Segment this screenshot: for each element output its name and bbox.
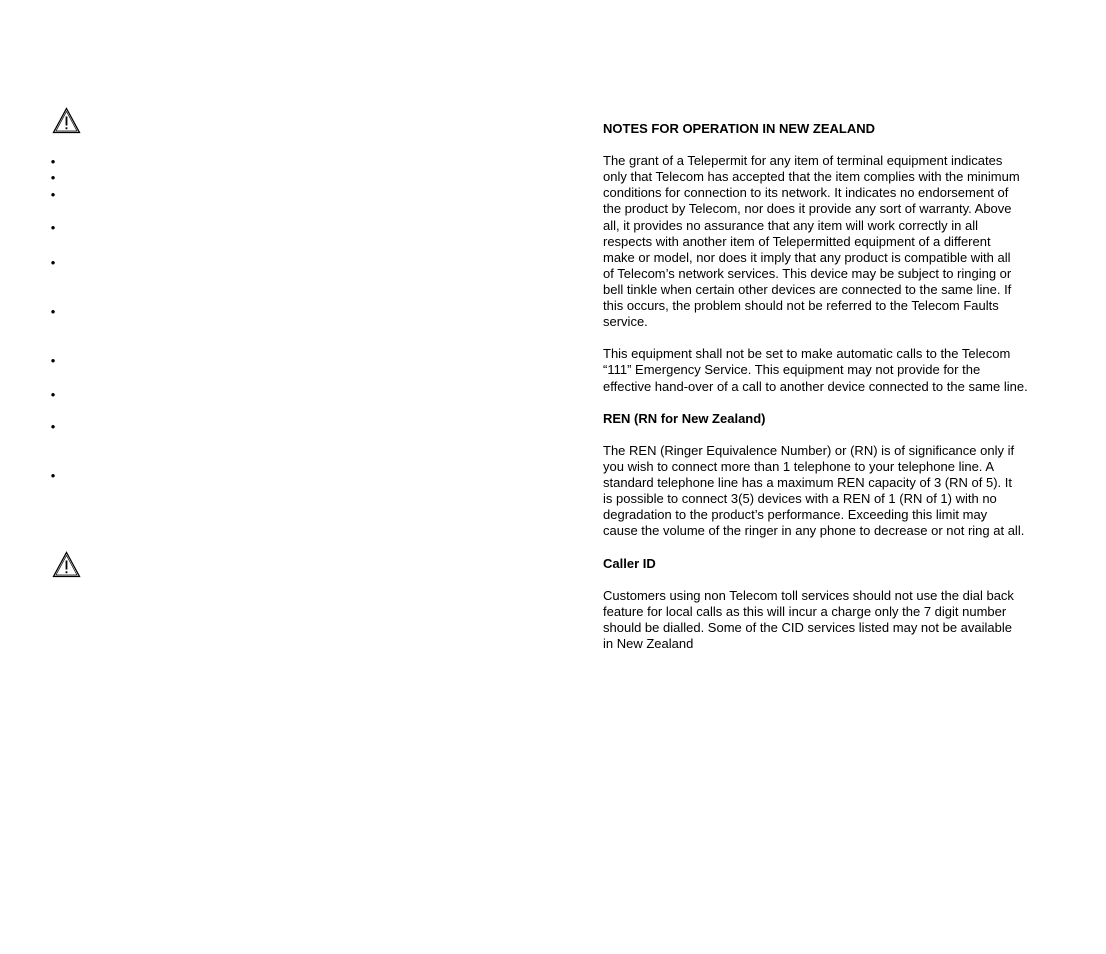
text-line: effective hand-over of a call to another device connected to the same line.	[603, 378, 1028, 394]
warning-triangle-icon	[52, 107, 81, 134]
bullet-marker: •	[50, 353, 56, 368]
text-line: respects with another item of Telepermitted equipment of a different	[603, 233, 991, 249]
text-line: Customers using non Telecom toll services should not use the dial back	[603, 587, 1014, 603]
text-line: feature for local calls as this will incur a charge only the 7 digit number	[603, 603, 1007, 619]
bullet-marker: •	[50, 170, 56, 185]
bullet-marker: •	[50, 304, 56, 319]
text-line: The grant of a Telepermit for any item of terminal equipment indicates	[603, 153, 1003, 169]
text-line: the product by Telecom, nor does it provide any sort of warranty. Above	[603, 201, 1012, 217]
bullet-marker: •	[50, 468, 56, 483]
bullet-marker: •	[50, 255, 56, 270]
bullet-marker: •	[50, 154, 56, 169]
text-line: This equipment shall not be set to make automatic calls to the Telecom	[603, 346, 1011, 362]
warning-triangle-icon	[52, 551, 81, 578]
text-line: only that Telecom has accepted that the item complies with the minimum	[603, 169, 1020, 185]
caller-id-heading: Caller ID	[603, 555, 656, 571]
text-line: make or model, nor does it imply that any product is compatible with all	[603, 249, 1011, 265]
text-line: service.	[603, 314, 648, 330]
text-line: standard telephone line has a maximum REN capacity of 3 (RN of 5). It	[603, 475, 1012, 491]
text-line: “111” Emergency Service. This equipment may not provide for the	[603, 362, 981, 378]
caller-id-paragraph	[603, 588, 1065, 652]
text-line: The REN (Ringer Equivalence Number) or (RN) is of significance only if	[603, 442, 1015, 458]
ren-paragraph	[603, 443, 1065, 540]
ren-heading: REN (RN for New Zealand)	[603, 410, 766, 426]
text-line: of Telecom’s network services. This device may be subject to ringing or	[603, 265, 1012, 281]
text-line: should be dialled. Some of the CID services listed may not be available	[603, 619, 1012, 635]
bullet-marker: •	[50, 220, 56, 235]
bullet-marker: •	[50, 387, 56, 402]
text-line: cause the volume of the ringer in any phone to decrease or not ring at all.	[603, 523, 1025, 539]
text-line: degradation to the product’s performance. Exceeding this limit may	[603, 507, 988, 523]
nz-notes-section	[603, 121, 1065, 652]
text-line: conditions for connection to its network. It indicates no endorsement of	[603, 185, 1009, 201]
text-line: you wish to connect more than 1 telephone to your telephone line. A	[603, 458, 994, 474]
bullet-marker: •	[50, 419, 56, 434]
text-line: bell tinkle when certain other devices are connected to the same line. If	[603, 281, 1012, 297]
bullet-marker: •	[50, 187, 56, 202]
text-line: is possible to connect 3(5) devices with a REN of 1 (RN of 1) with no	[603, 491, 997, 507]
text-line: this occurs, the problem should not be referred to the Telecom Faults	[603, 298, 999, 314]
text-line: all, it provides no assurance that any item will work correctly in all	[603, 217, 978, 233]
page-title: NOTES FOR OPERATION IN NEW ZEALAND	[603, 121, 876, 136]
text-line: in New Zealand	[603, 636, 694, 651]
emergency-paragraph	[603, 346, 1065, 394]
telepermit-paragraph	[603, 153, 1065, 330]
